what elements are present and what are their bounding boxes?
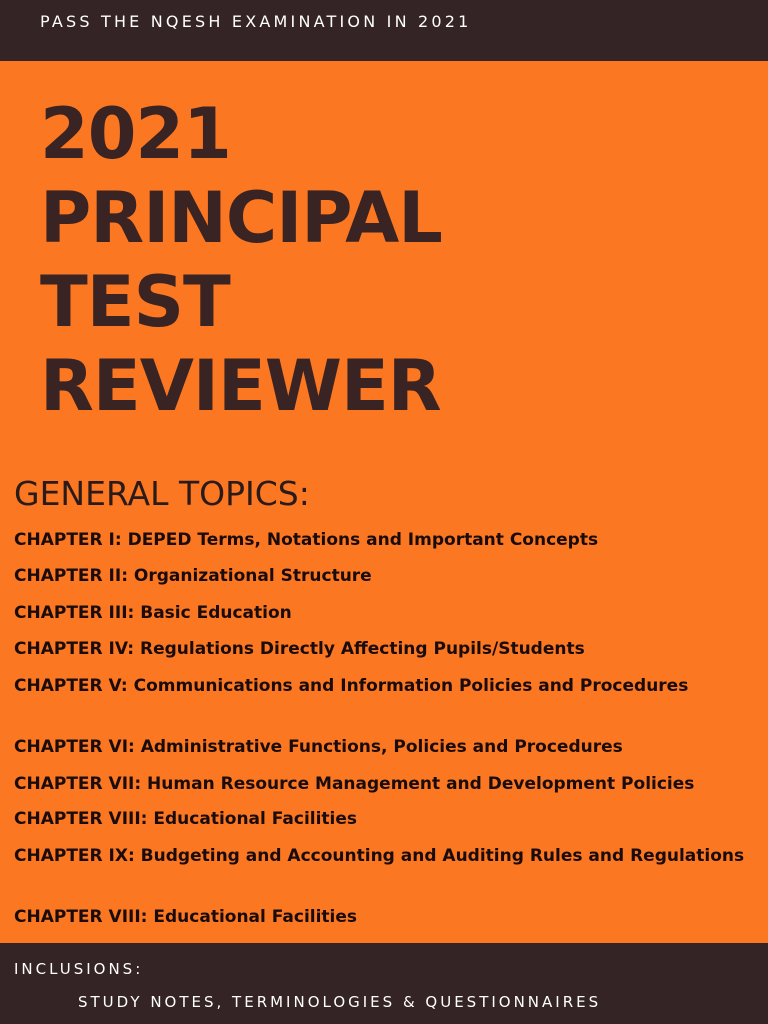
title-line-year: 2021 <box>40 93 231 175</box>
inclusions-label: INCLUSIONS: <box>14 960 144 978</box>
chapter-item: CHAPTER III: Basic Education <box>14 603 292 623</box>
topics-heading: GENERAL TOPICS: <box>14 474 310 513</box>
chapter-item: CHAPTER I: DEPED Terms, Notations and Important Concepts <box>14 530 599 550</box>
chapter-item: CHAPTER VII: Human Resource Management and Development Policies <box>14 774 695 794</box>
cover-title <box>40 92 442 428</box>
chapter-item: CHAPTER VIII: Educational Facilities <box>14 809 358 829</box>
footer-bar <box>0 943 768 1024</box>
chapter-item: CHAPTER VIII: Educational Facilities <box>14 907 358 927</box>
chapter-item: CHAPTER IX: Budgeting and Accounting and Auditing Rules and Regulations <box>14 846 745 866</box>
header-tagline: PASS THE NQESH EXAMINATION IN 2021 <box>40 12 472 31</box>
header-bar <box>0 0 768 61</box>
chapter-item: CHAPTER VI: Administrative Functions, Policies and Procedures <box>14 737 623 757</box>
chapter-item: CHAPTER II: Organizational Structure <box>14 566 372 586</box>
title-line-test: TEST <box>40 261 230 343</box>
title-line-reviewer: REVIEWER <box>40 345 441 427</box>
chapter-item: CHAPTER V: Communications and Information Policies and Procedures <box>14 676 689 696</box>
chapter-item: CHAPTER IV: Regulations Directly Affecting Pupils/Students <box>14 639 585 659</box>
inclusions-text: STUDY NOTES, TERMINOLOGIES & QUESTIONNAIRES <box>78 993 602 1011</box>
title-line-principal: PRINCIPAL <box>40 177 442 259</box>
